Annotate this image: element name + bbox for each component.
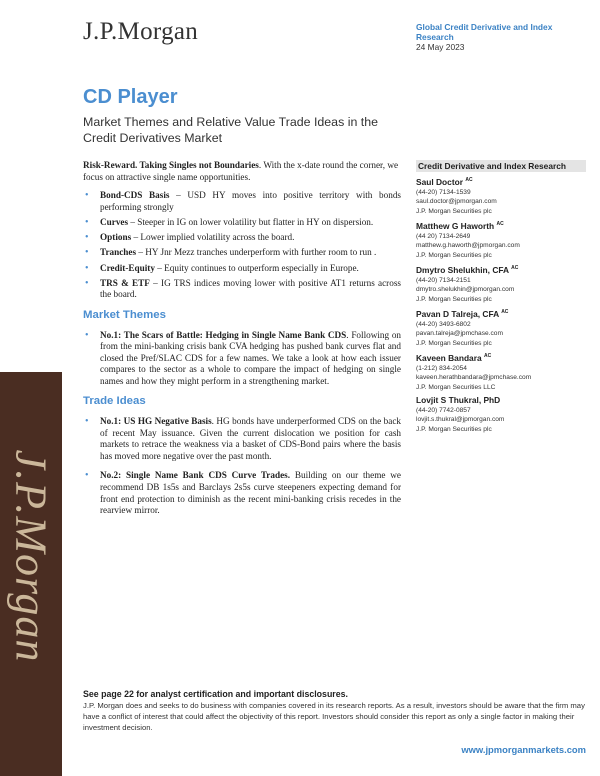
report-date: 24 May 2023 [416, 42, 465, 52]
bullet-label: Options [100, 232, 132, 243]
disclosure-body: J.P. Morgan does and seeks to do business with companies covered in its research reports. As a result, investors should be aware that the firm may have a conflict of interest that could affect the objectivity of this report. Investors should consider this report as only a single factor in making their investment decision. [83, 701, 585, 732]
report-subtitle: Market Themes and Relative Value Trade Ideas in the Credit Derivatives Market [83, 115, 379, 145]
analyst-name [416, 395, 586, 406]
theme-text: . Following on from the mini-banking crisis bank CVA hedging has pushed bank curves flat and closed the Pref/SLAC CDS for a few names. We take a look at how each issuer compares to the sector as a whole to compare the impact of hedging on single names and how they might perform in a strengthening market. [100, 329, 402, 386]
analyst-name-text: Kaveen Bandara [416, 352, 482, 363]
bullet-text: – Steeper in IG on lower volatility but flatter in HY on dispersion. [128, 216, 374, 227]
summary-bullet-list [83, 190, 401, 301]
bullet-text: – HY Jnr Mezz tranches underperform with further room to run . [136, 247, 377, 258]
market-themes-heading: Market Themes [83, 308, 166, 321]
sidebar [0, 0, 62, 776]
bullet-label: Tranches [100, 247, 137, 258]
analyst-card [416, 351, 586, 392]
bullet-text: – USD HY moves into positive territory with bonds performing strongly [100, 190, 401, 212]
analyst-name-text: Dmytro Shelukhin, CFA [416, 264, 509, 275]
analyst-firm: J.P. Morgan Securities plc [416, 251, 492, 259]
market-themes-list [83, 330, 401, 388]
intro-text: . With the x-date round the corner, we focus on attractive single name opportunities. [83, 160, 399, 182]
report-title: CD Player [83, 86, 178, 108]
bullet-label: Curves [100, 216, 129, 227]
analyst-name [416, 307, 586, 320]
analyst-cert-mark: AC [501, 309, 509, 316]
analyst-cert-mark: AC [511, 265, 519, 272]
analyst-card [416, 219, 586, 260]
disclosure-block [83, 688, 588, 733]
analyst-name-text: Lovjit S Thukral, PhD [416, 395, 501, 406]
analyst-card [416, 395, 586, 434]
analyst-card [416, 307, 586, 348]
market-theme-item [83, 330, 401, 388]
analyst-firm: J.P. Morgan Securities plc [416, 425, 492, 433]
jpmorgan-logo: J.P.Morgan [83, 18, 199, 45]
analyst-email[interactable]: kaveen.herathbandara@jpmchase.com [416, 374, 532, 382]
analyst-email[interactable]: dmytro.shelukhin@jpmorgan.com [416, 286, 515, 294]
sidebar-watermark-logo: J.P.Morgan [6, 449, 56, 663]
trade-ideas-list [83, 416, 401, 517]
analyst-email[interactable]: lovjit.s.thukral@jpmorgan.com [416, 416, 505, 424]
analyst-email[interactable]: saul.doctor@jpmorgan.com [416, 198, 497, 206]
analyst-name [416, 219, 586, 232]
trade-idea-label: No.1: US HG Negative Basis [100, 416, 212, 427]
analyst-panel [416, 160, 586, 434]
analyst-card [416, 175, 586, 216]
analyst-name-text: Saul Doctor [416, 176, 463, 187]
bullet-text: – Equity continues to outperform especially in Europe. [154, 262, 359, 273]
analyst-firm: J.P. Morgan Securities plc [416, 339, 492, 347]
bullet-text: – Lower implied volatility across the board. [131, 232, 295, 243]
analyst-phone: (44-20) 7742-0857 [416, 407, 471, 415]
analyst-firm: J.P. Morgan Securities plc [416, 207, 492, 215]
trade-idea-item [83, 470, 401, 516]
analyst-firm: J.P. Morgan Securities plc [416, 295, 492, 303]
summary-bullet [83, 263, 401, 275]
intro-paragraph [83, 160, 401, 183]
trade-idea-text: Building on our theme we recommend DB 1s5s and Barclays 2s5s curve steepeners expecting demand for front end protection to diminish as the recent mini-banking crisis recedes in the rearview mirror. [100, 470, 401, 516]
bullet-label: Credit-Equity [100, 262, 155, 273]
disclosure-heading: See page 22 for analyst certification and important disclosures. [83, 689, 348, 699]
summary-bullet [83, 247, 401, 259]
summary-bullet [83, 278, 401, 301]
report-section: Global Credit Derivative and Index Research [416, 22, 553, 42]
analyst-phone: (44-20) 7134-2151 [416, 276, 471, 284]
trade-idea-label: No.2: Single Name Bank CDS Curve Trades. [100, 470, 291, 481]
intro-lead: Risk-Reward. Taking Singles not Boundaries [83, 160, 259, 170]
analyst-phone: (1-212) 834-2054 [416, 364, 467, 372]
analyst-email[interactable]: pavan.talreja@jpmchase.com [416, 330, 503, 338]
analyst-name-text: Pavan D Talreja, CFA [416, 308, 499, 319]
analyst-panel-heading: Credit Derivative and Index Research [416, 160, 586, 172]
analyst-name [416, 175, 586, 188]
trade-ideas-heading: Trade Ideas [83, 395, 146, 408]
bullet-label: TRS & ETF [100, 277, 150, 288]
analyst-cert-mark: AC [483, 353, 492, 360]
summary-bullet [83, 232, 401, 244]
analyst-cert-mark: AC [465, 177, 473, 183]
analyst-email[interactable]: matthew.g.haworth@jpmorgan.com [416, 242, 520, 250]
analyst-name [416, 263, 586, 276]
analyst-card [416, 263, 586, 304]
analyst-name-text: Matthew G Haworth [416, 220, 495, 231]
report-header-info [416, 22, 586, 53]
analyst-name [416, 351, 586, 364]
analyst-phone: (44 20) 7134-2649 [416, 232, 471, 240]
analyst-cert-mark: AC [496, 221, 504, 228]
bullet-text: – IG TRS indices moving lower with positive AT1 returns across the board. [100, 277, 401, 300]
analyst-phone: (44-20) 7134-1539 [416, 188, 471, 196]
trade-idea-text: . HG bonds have underperformed CDS on the back of recent May issuance. Given the current dislocation we position for cash markets to retrace the weakness via a basket of CDS-Bond pairs where the basis has moved more negative over the past month. [100, 416, 402, 461]
main-content [83, 160, 401, 525]
analyst-firm: J.P. Morgan Securities LLC [416, 383, 496, 391]
bullet-label: Bond-CDS Basis [100, 190, 170, 201]
summary-bullet [83, 217, 401, 229]
theme-label: No.1: The Scars of Battle: Hedging in Single Name Bank CDS [100, 329, 347, 340]
analyst-phone: (44-20) 3493-6802 [416, 320, 471, 328]
summary-bullet [83, 190, 401, 213]
trade-idea-item [83, 416, 401, 462]
footer-url-link[interactable]: www.jpmorganmarkets.com [461, 744, 586, 755]
